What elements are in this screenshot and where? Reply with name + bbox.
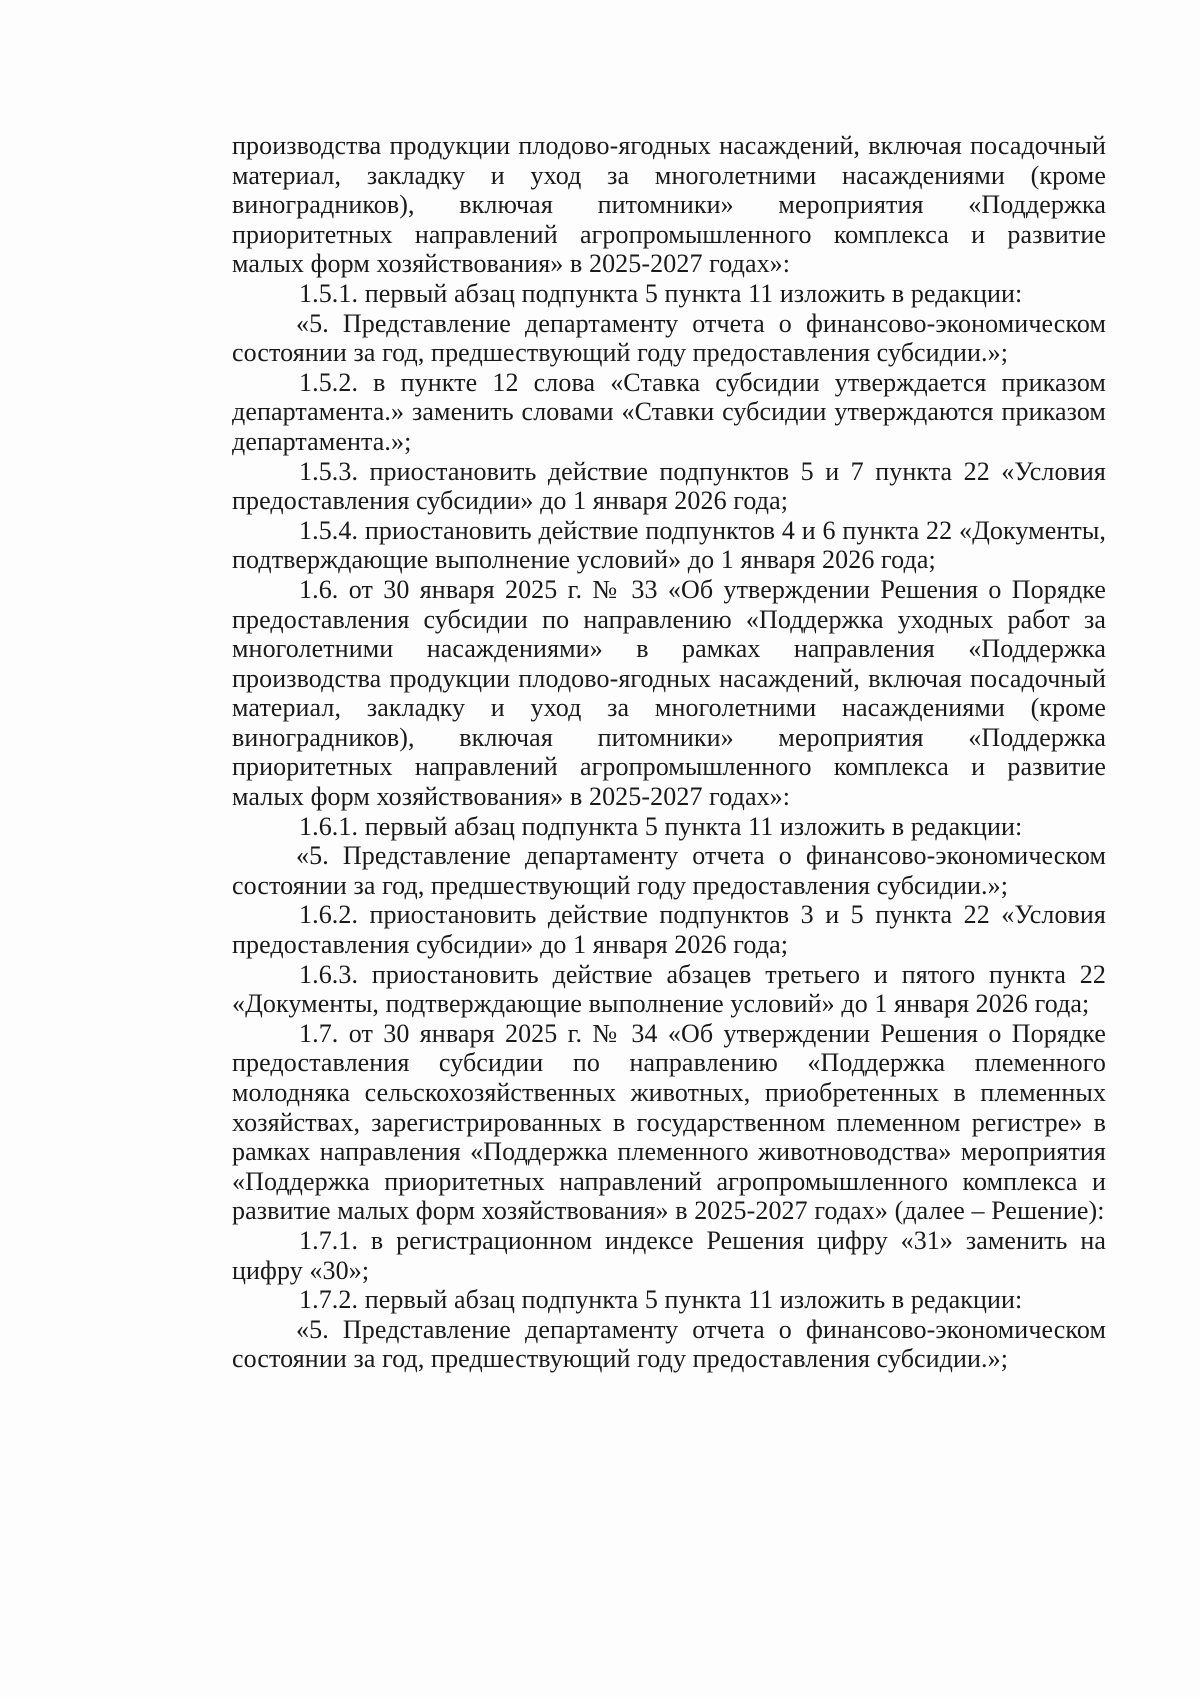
paragraph-quote-1-5-1: «5. Представление департаменту отчета о финансово-экономическом состоянии за год, предшествующий году предоставления субсидии.»;	[232, 308, 1106, 368]
paragraph-quote-1-6-1: «5. Представление департаменту отчета о финансово-экономическом состоянии за год, предшествующий году предоставления субсидии.»;	[232, 841, 1106, 900]
paragraph-1-7-1: 1.7.1. в регистрационном индексе Решения цифру «31» заменить на цифру «30»;	[232, 1225, 1106, 1285]
paragraph-1-5-3: 1.5.3. приостановить действие подпунктов 5 и 7 пункта 22 «Условия предоставления субсидии» до 1 января 2026 года;	[232, 456, 1106, 516]
paragraph-1-6: 1.6. от 30 января 2025 г. № 33 «Об утверждении Решения о Порядке предоставления субсидии по направлению «Поддержка уходных работ за многолетними насаждениями» в рамках направления «Поддержка производства продукции плодово-ягодных насаждений, включая посадочный материал, закладку и уход за многолетними насаждениями (кроме виноградников), включая питомники» мероприятия «Поддержка приоритетных направлений агропромышленного комплекса и развитие малых форм хозяйствования» в 2025-2027 годах»:	[232, 574, 1106, 812]
document-body	[232, 131, 1106, 1374]
paragraph-quote-1-7-2: «5. Представление департаменту отчета о финансово-экономическом состоянии за год, предшествующий году предоставления субсидии.»;	[232, 1314, 1106, 1374]
paragraph-1-6-2: 1.6.2. приостановить действие подпунктов 3 и 5 пункта 22 «Условия предоставления субсидии» до 1 января 2026 года;	[232, 900, 1106, 960]
paragraph-1-5-4: 1.5.4. приостановить действие подпунктов 4 и 6 пункта 22 «Документы, подтверждающие выполнение условий» до 1 января 2026 года;	[232, 515, 1106, 575]
paragraph-1-6-1: 1.6.1. первый абзац подпункта 5 пункта 11 изложить в редакции:	[299, 811, 1023, 841]
paragraph-1-5-2: 1.5.2. в пункте 12 слова «Ставка субсидии утверждается приказом департамента.» заменить словами «Ставки субсидии утверждаются приказом департамента.»;	[232, 367, 1106, 456]
paragraph-1-7-2: 1.7.2. первый абзац подпункта 5 пункта 11 изложить в редакции:	[299, 1285, 1023, 1315]
paragraph-1-7: 1.7. от 30 января 2025 г. № 34 «Об утверждении Решения о Порядке предоставления субсидии по направлению «Поддержка племенного молодняка сельскохозяйственных животных, приобретенных в племенных хозяйствах, зарегистрированных в государственном племенном регистре» в рамках направления «Поддержка племенного животноводства» мероприятия «Поддержка приоритетных направлений агропромышленного комплекса и развитие малых форм хозяйствования» в 2025-2027 годах» (далее – Решение):	[232, 1018, 1106, 1226]
paragraph-1-5-1: 1.5.1. первый абзац подпункта 5 пункта 11 изложить в редакции:	[299, 278, 1023, 308]
paragraph-continuation: производства продукции плодово-ягодных насаждений, включая посадочный материал, закладку и уход за многолетними насаждениями (кроме виноградников), включая питомники» мероприятия «Поддержка приоритетных направлений агропромышленного комплекса и развитие малых форм хозяйствования» в 2025-2027 годах»:	[232, 131, 1106, 279]
paragraph-1-6-3: 1.6.3. приостановить действие абзацев третьего и пятого пункта 22 «Документы, подтверждающие выполнение условий» до 1 января 2026 года;	[232, 959, 1106, 1019]
